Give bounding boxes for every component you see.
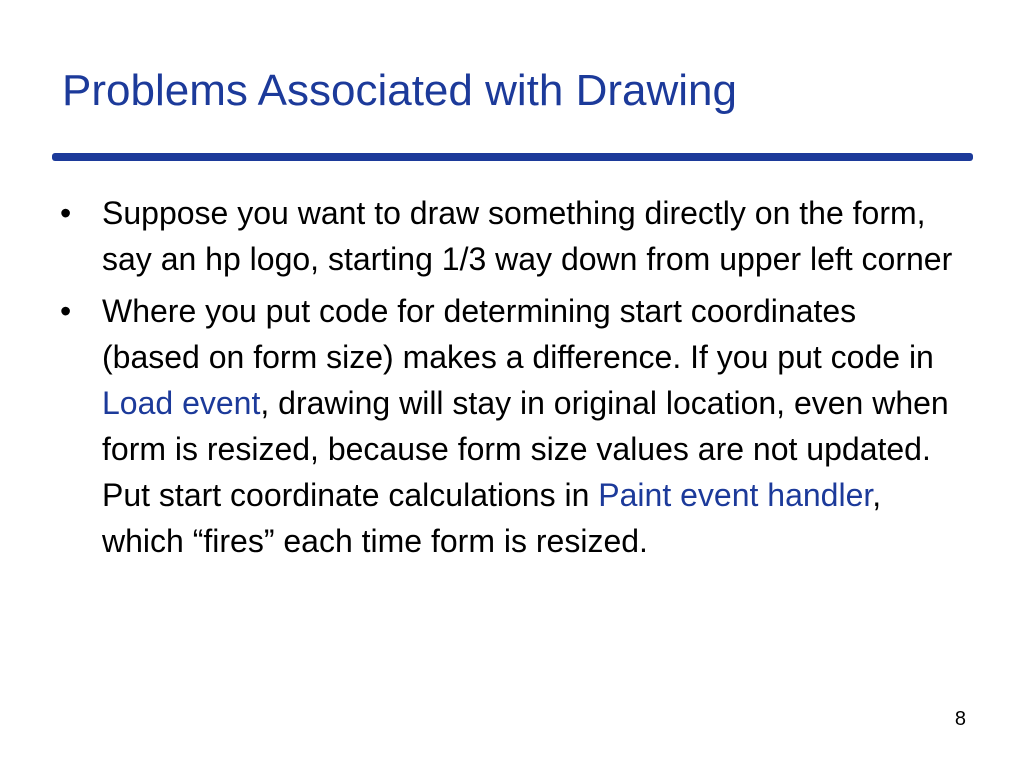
bullet-text: Where you put code for determining start coordinates (based on form size) makes a difference. If you put code in bbox=[102, 293, 934, 375]
title-divider bbox=[52, 153, 973, 161]
load-event-term: Load event bbox=[102, 385, 261, 421]
page-number: 8 bbox=[954, 708, 966, 730]
bullet-dot-icon: • bbox=[60, 293, 72, 329]
bullet-text: , which “fires” each time form is resized. bbox=[102, 477, 882, 559]
bullet-text: , drawing will stay in original location, even when form is resized, because form size values are not updated. Put start coordinate calculations in bbox=[102, 385, 949, 513]
bullet-item bbox=[60, 190, 960, 282]
bullet-list bbox=[60, 190, 960, 570]
bullet-item bbox=[60, 288, 960, 564]
bullet-dot-icon: • bbox=[60, 195, 72, 231]
slide-title: Problems Associated with Drawing bbox=[62, 66, 737, 115]
paint-event-handler-term: Paint event handler bbox=[598, 477, 873, 513]
bullet-text: Suppose you want to draw something directly on the form, say an hp logo, starting 1/3 way down from upper left corner bbox=[102, 195, 953, 277]
